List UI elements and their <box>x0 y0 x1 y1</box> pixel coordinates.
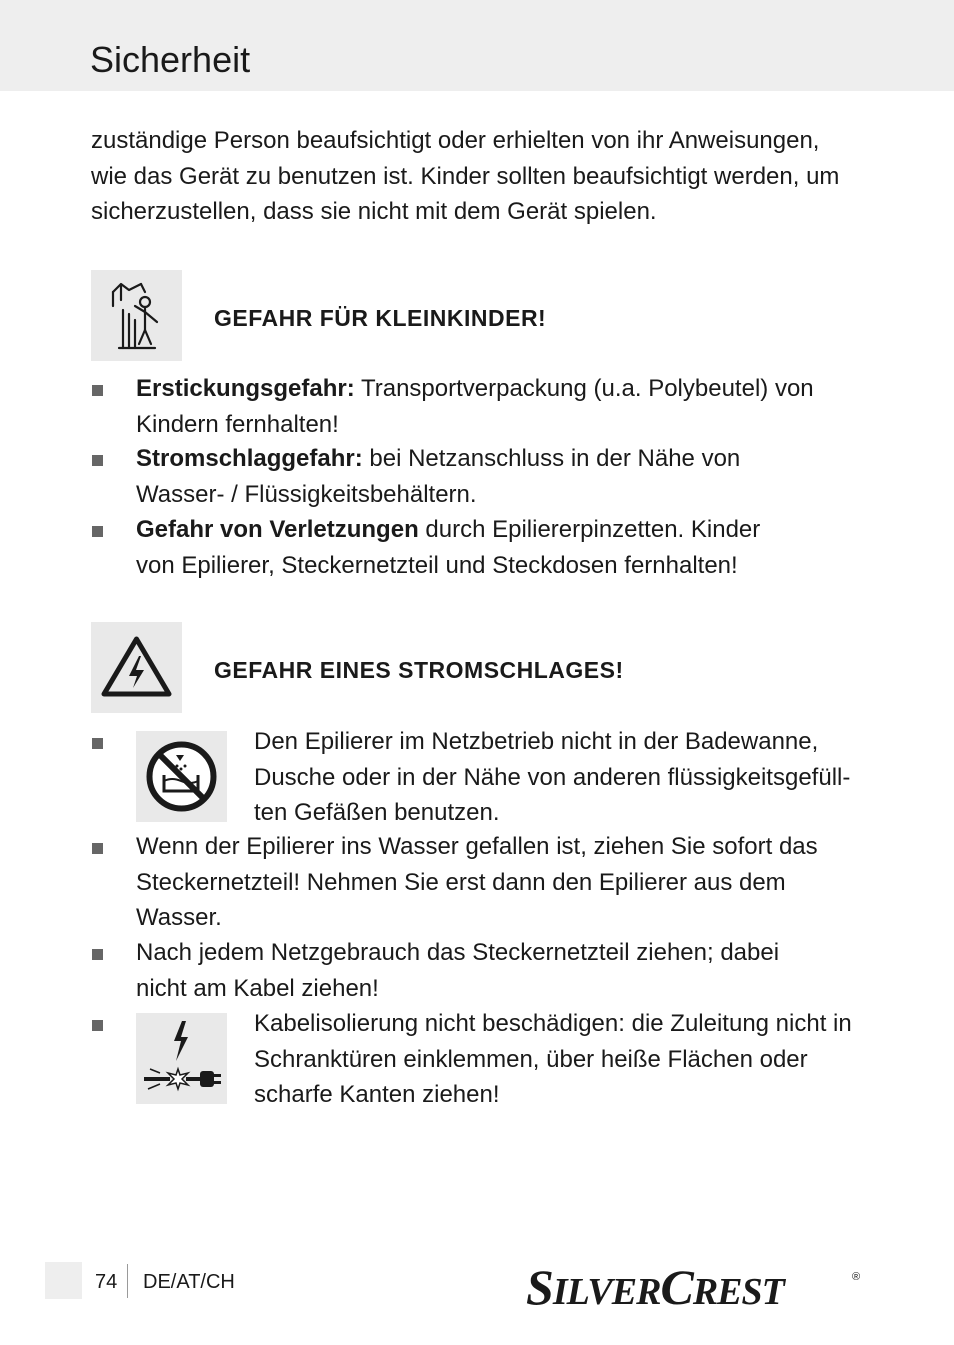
list-item <box>254 724 874 831</box>
page-header <box>0 0 954 91</box>
list-item <box>136 371 866 442</box>
page-title: Sicherheit <box>90 39 251 80</box>
list-item-text: scharfe Kanten ziehen! <box>254 1081 500 1108</box>
intro-line: wie das Gerät zu benutzen ist. Kinder sollten beaufsichtigt werden, um <box>91 162 840 190</box>
warning-title-electric: GEFAHR EINES STROMSCHLAGES! <box>214 657 624 683</box>
no-bath-water-icon <box>136 731 227 822</box>
list-item <box>136 441 866 512</box>
list-item-heading: Stromschlaggefahr: <box>136 445 363 472</box>
list-item-text: Nach jedem Netzgebrauch das Steckernetzteil ziehen; dabei <box>136 939 780 966</box>
footer-marker <box>45 1262 82 1299</box>
list-item-text: Wenn der Epilierer ins Wasser gefallen ist, ziehen Sie sofort das <box>136 833 818 860</box>
intro-paragraph <box>91 123 881 230</box>
list-item-text: von Epilierer, Steckernetzteil und Steckdosen fernhalten! <box>136 551 738 579</box>
list-item-text: Transportverpackung (u.a. Polybeutel) von <box>354 375 814 402</box>
intro-line: zuständige Person beaufsichtigt oder erhielten von ihr Anweisungen, <box>91 127 820 154</box>
electric-shock-warning-icon <box>91 622 182 713</box>
language-codes: DE/AT/CH <box>143 1271 235 1293</box>
list-item-text: durch Epiliererpinzetten. Kinder <box>418 516 761 543</box>
footer-divider <box>127 1264 128 1298</box>
damaged-cable-icon <box>136 1013 227 1104</box>
list-item-text: Dusche oder in der Nähe von anderen flüssigkeitsgefüll- <box>254 763 851 791</box>
list-item-text: Kabelisolierung nicht beschädigen: die Zuleitung nicht in <box>254 1010 852 1037</box>
list-item-text: Kindern fernhalten! <box>136 410 339 438</box>
list-item-text: Wasser. <box>136 904 222 931</box>
list-bullet <box>92 526 103 537</box>
list-item-text: Steckernetzteil! Nehmen Sie erst dann den Epilierer aus dem <box>136 868 786 896</box>
list-item-text: ten Gefäßen benutzen. <box>254 799 500 826</box>
svg-text:®: ® <box>852 1271 861 1283</box>
list-item-text: nicht am Kabel ziehen! <box>136 974 379 1002</box>
intro-line: sicherzustellen, dass sie nicht mit dem Gerät spielen. <box>91 198 657 225</box>
list-item-text: Wasser- / Flüssigkeitsbehältern. <box>136 480 477 508</box>
list-item <box>136 829 866 936</box>
list-bullet <box>92 1020 103 1031</box>
list-item-heading: Gefahr von Verletzungen <box>136 516 419 543</box>
list-bullet <box>92 738 103 749</box>
list-item-text: Schranktüren einklemmen, über heiße Flächen oder <box>254 1045 808 1073</box>
list-bullet <box>92 385 103 396</box>
list-item-text: Den Epilierer im Netzbetrieb nicht in der Badewanne, <box>254 728 819 755</box>
list-item-heading: Erstickungsgefahr: <box>136 375 355 402</box>
list-bullet <box>92 949 103 960</box>
list-bullet <box>92 455 103 466</box>
page-number: 74 <box>95 1271 118 1293</box>
list-item-text: bei Netzanschluss in der Nähe von <box>362 445 741 472</box>
list-item <box>254 1006 874 1113</box>
list-bullet <box>92 843 103 854</box>
warning-title-children: GEFAHR FÜR KLEINKINDER! <box>214 305 547 331</box>
list-item <box>136 512 866 583</box>
silvercrest-logo <box>526 1262 866 1315</box>
list-item <box>136 935 866 1006</box>
svg-text:SILVERCREST: SILVERCREST <box>526 1262 784 1310</box>
child-danger-icon <box>91 270 182 361</box>
